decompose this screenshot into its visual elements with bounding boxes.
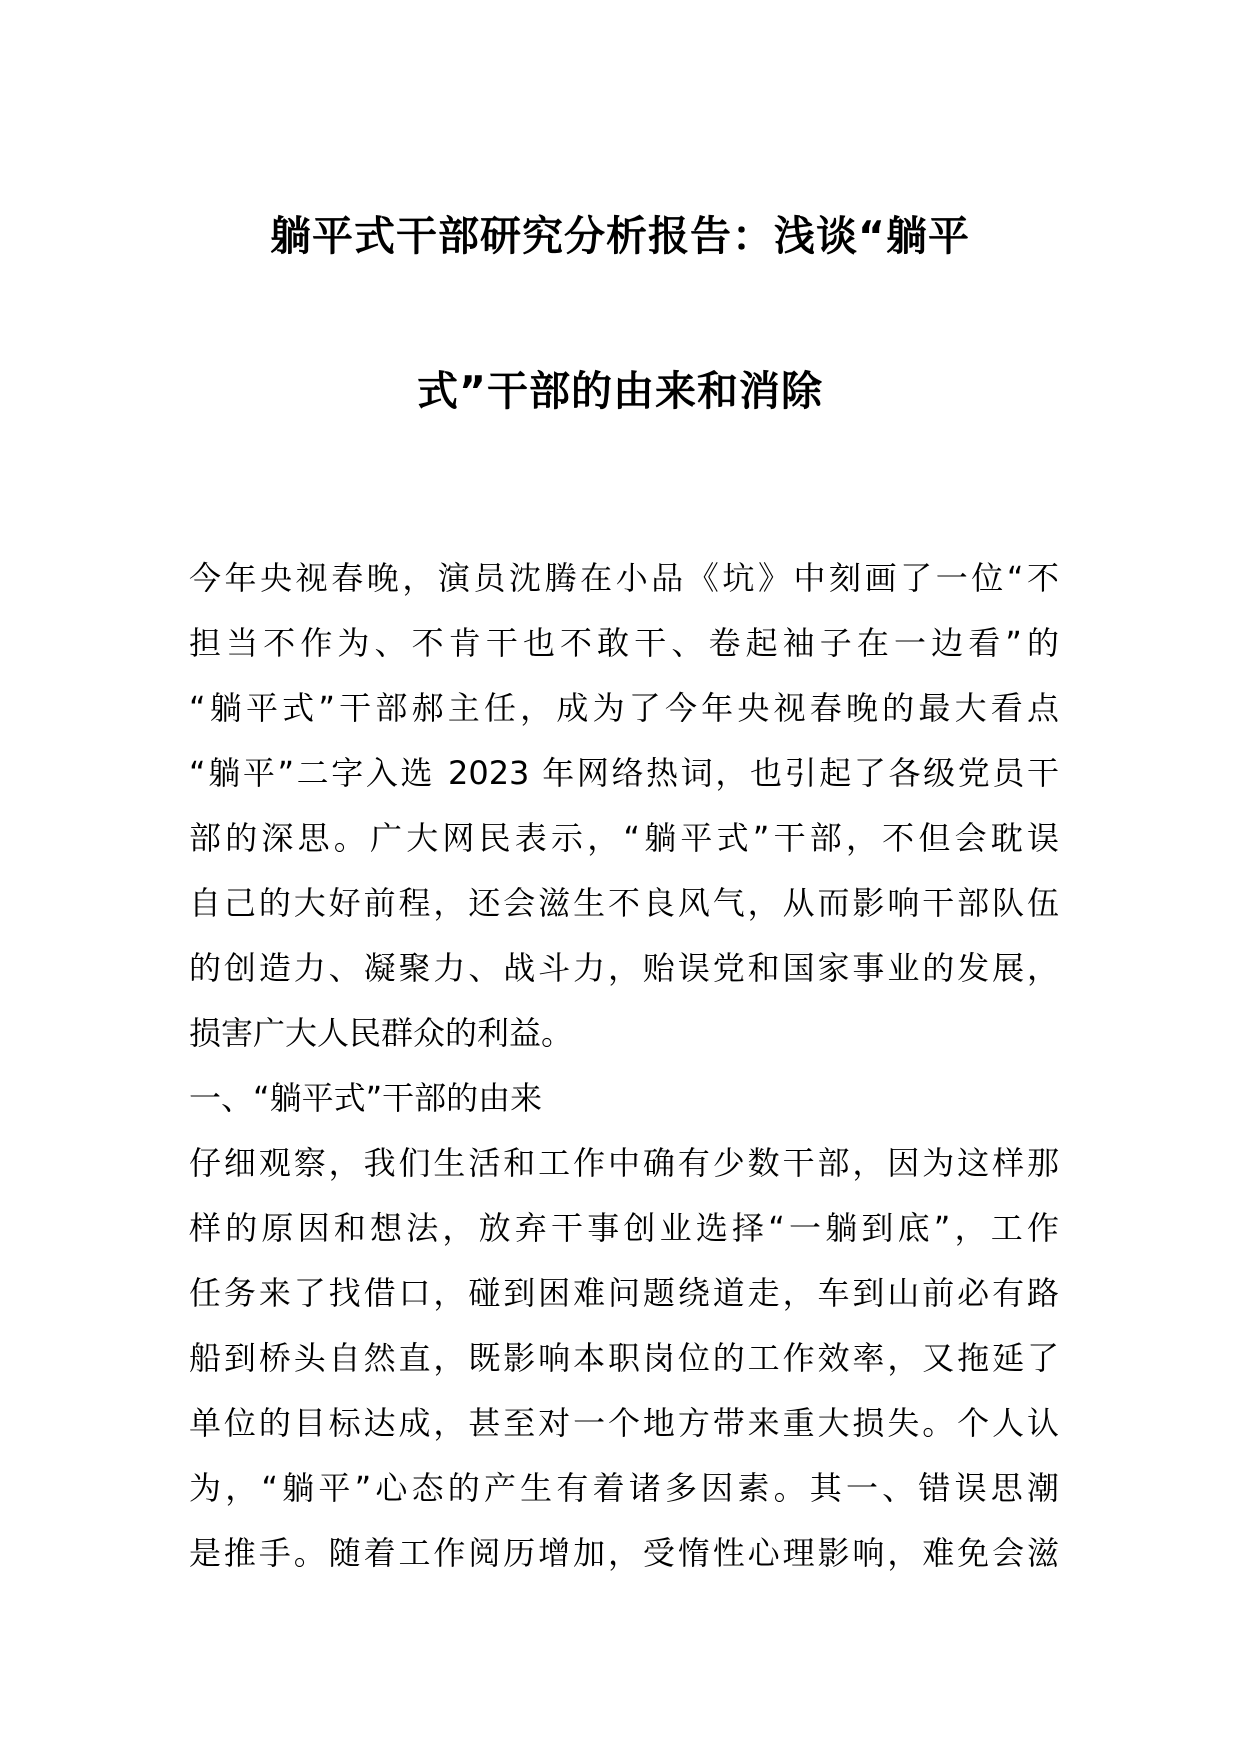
body-line: 部的深思。广大网民表示，“躺平式”干部，不但会耽误	[189, 819, 1059, 857]
body-line: 自己的大好前程，还会滋生不良风气，从而影响干部队伍	[189, 884, 1059, 922]
body-line: “躺平式”干部郝主任，成为了今年央视春晚的最大看点	[189, 689, 1059, 727]
body-line: 为，“躺平”心态的产生有着诸多因素。其一、错误思潮	[189, 1469, 1059, 1507]
body-line: 仔细观察，我们生活和工作中确有少数干部，因为这样那	[189, 1144, 1059, 1182]
body-line: 今年央视春晚，演员沈腾在小品《坑》中刻画了一位“不	[189, 559, 1059, 597]
body-line: “躺平”二字入选 2023 年网络热词，也引起了各级党员干	[189, 754, 1059, 792]
body-line: 样的原因和想法，放弃干事创业选择“一躺到底”，工作	[189, 1209, 1059, 1247]
body-line: 损害广大人民群众的利益。	[189, 1014, 574, 1052]
section-heading: 一、“躺平式”干部的由来	[189, 1079, 543, 1117]
body-line: 单位的目标达成，甚至对一个地方带来重大损失。个人认	[189, 1404, 1059, 1442]
body-line: 的创造力、凝聚力、战斗力，贻误党和国家事业的发展，	[189, 949, 1059, 987]
body-line: 船到桥头自然直，既影响本职岗位的工作效率，又拖延了	[189, 1339, 1059, 1377]
body-line: 任务来了找借口，碰到困难问题绕道走，车到山前必有路	[189, 1274, 1059, 1312]
body-line: 是推手。随着工作阅历增加，受惰性心理影响，难免会滋	[189, 1534, 1059, 1572]
body-line: 担当不作为、不肯干也不敢干、卷起袖子在一边看”的	[189, 624, 1059, 662]
document-title-line-2: 式”干部的由来和消除	[417, 367, 823, 415]
document-title-line-1: 躺平式干部研究分析报告：浅谈“躺平	[270, 212, 970, 260]
